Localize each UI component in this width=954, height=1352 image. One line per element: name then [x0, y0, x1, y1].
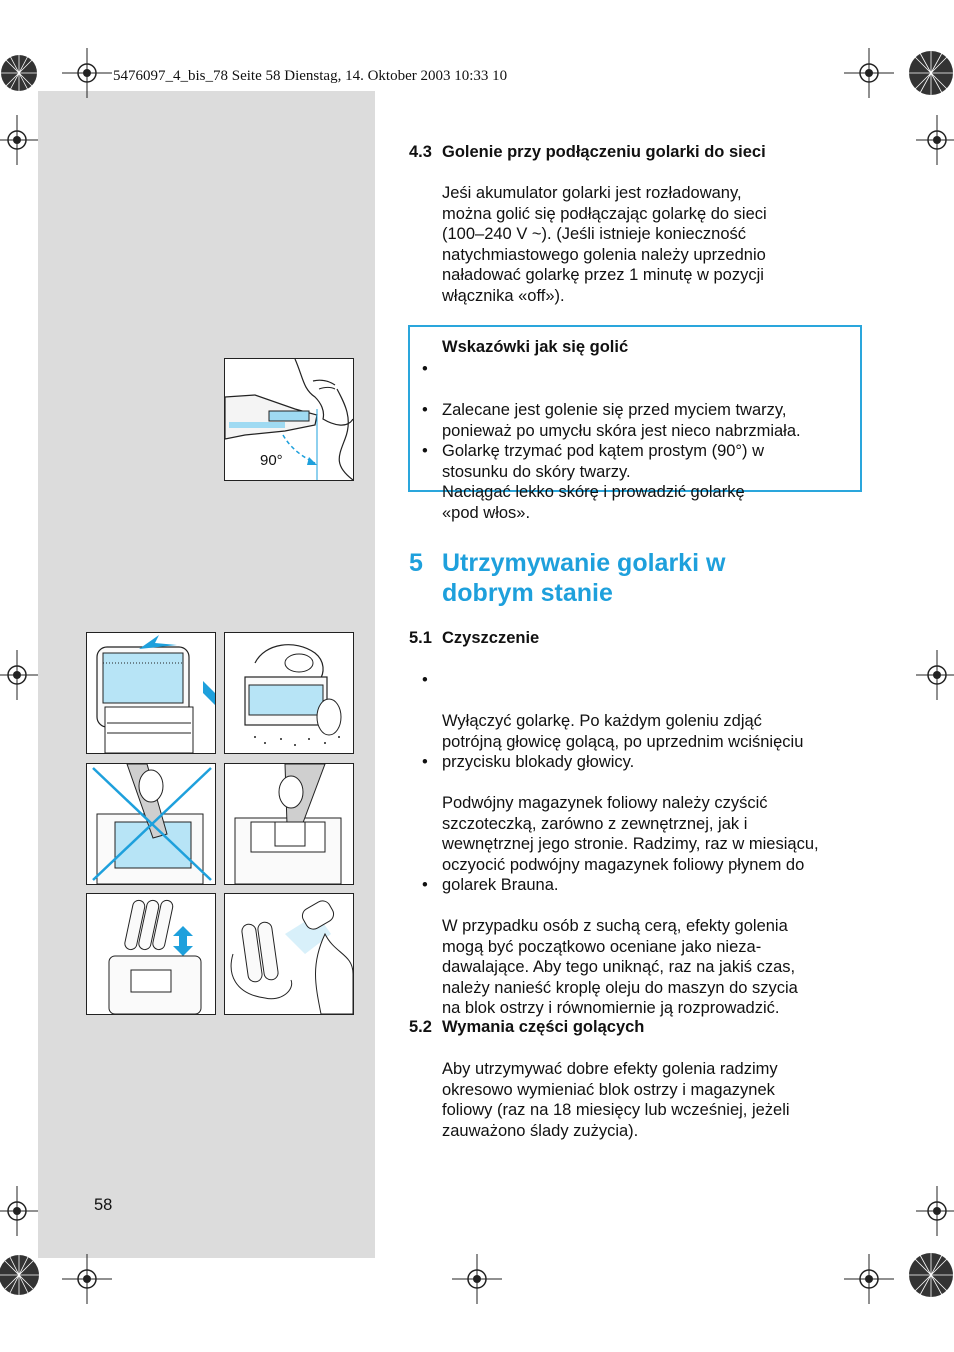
- brush-icon: [225, 764, 353, 884]
- crosshair-icon: [912, 115, 954, 165]
- section-title: Czyszczenie: [442, 629, 540, 647]
- section-number: 5.2: [409, 1018, 432, 1036]
- crosshair-icon: [912, 650, 954, 700]
- shaver-head-icon: [87, 633, 215, 753]
- tip-text: Naciągać lekko skórę i prowadzić golarkę «pod włos».: [442, 483, 745, 522]
- print-header: 5476097_4_bis_78 Seite 58 Dienstag, 14. Oktober 2003 10:33 10: [113, 68, 508, 84]
- section-4-3-heading: [409, 143, 766, 162]
- shaving-angle-illustration: [224, 358, 354, 481]
- crosshair-icon: [844, 1254, 894, 1304]
- bullet: •: [422, 360, 428, 378]
- crosshair-icon: [0, 650, 38, 700]
- registration-mark-icon: [0, 50, 38, 96]
- tip-text: Golarkę trzymać pod kątem prostym (90°) w stosunku do skóry twarzy.: [442, 442, 765, 481]
- registration-mark-icon: [908, 50, 954, 96]
- chapter-5-heading: [409, 548, 869, 610]
- angle-label: 90°: [260, 452, 283, 469]
- oil-application-illustration: [224, 893, 354, 1015]
- page-number: 58: [94, 1196, 113, 1214]
- section-title: Wymania części golących: [442, 1018, 645, 1036]
- crosshair-icon: [844, 48, 894, 98]
- head-removal-illustration: [86, 632, 216, 754]
- bullet: •: [422, 753, 428, 771]
- section-5-2-body: Aby utrzymywać dobre efekty golenia radzimy okresowo wymieniać blok ostrzy i magazynek foliowy (raz na 18 miesięcy lub wcześniej, jeżeli zauważono ślady zużycia).: [442, 1060, 790, 1140]
- tip-text: Zalecane jest golenie się przed myciem twarzy, ponieważ po umycłu skóra jest nieco nabrzmiała.: [442, 401, 801, 440]
- brush-cleaning-illustration: [224, 763, 354, 885]
- chapter-number: 5: [409, 549, 423, 577]
- crosshair-icon: [62, 48, 112, 98]
- cutter-block-icon: [87, 894, 215, 1014]
- crosshair-icon: [62, 1254, 112, 1304]
- section-5-2-heading: [409, 1018, 644, 1037]
- list-item-text: W przypadku osób z suchą cerą, efekty golenia mogą być początkowo oceniane jako nieza- dawalające. Aby tego uniknąć, raz na jakiś czas, należy nanieść kroplę oleju do maszyn do szycia na blok ostrzy i równomiernie ją rozprowadzić.: [442, 917, 798, 1017]
- crosshair-icon: [0, 1186, 38, 1236]
- crosshair-icon: [912, 1186, 954, 1236]
- tips-title: Wskazówki jak się golić: [442, 338, 629, 356]
- wrong-cleaning-illustration: [86, 763, 216, 885]
- section-number: 5.1: [409, 629, 432, 647]
- chapter-title: Utrzymywanie golarki w dobrym stanie: [442, 549, 726, 607]
- brush-crossed-icon: [87, 764, 215, 884]
- bullet: •: [422, 876, 428, 894]
- foil-cutter-illustration: [86, 893, 216, 1015]
- section-title: Golenie przy podłączeniu golarki do sieci: [442, 143, 766, 161]
- head-taken-off-illustration: [224, 632, 354, 754]
- oil-bottle-icon: [225, 894, 353, 1014]
- face-shaver-icon: [225, 359, 353, 480]
- list-item-text: Podwójny magazynek foliowy należy czyścić szczoteczką, zarówno z zewnętrznej, jak i wewnętrznej jego stronie. Radzimy, raz w miesiącu, oczyocić podwójny magazynek foliowy płynem do golarek Brauna.: [442, 794, 819, 894]
- bullet: •: [422, 401, 428, 419]
- tips-box: [408, 325, 862, 522]
- section-5-1-heading: [409, 629, 539, 648]
- hand-head-icon: [225, 633, 353, 753]
- tip-item: [422, 441, 852, 523]
- list-item-text: Wyłączyć golarkę. Po każdym goleniu zdjąć potrójną głowicę golącą, po uprzednim wciśnięciu przycisku blokady głowicy.: [442, 712, 804, 771]
- list-item: [422, 752, 862, 896]
- registration-mark-icon: [0, 1252, 42, 1298]
- section-number: 4.3: [409, 143, 432, 161]
- bullet: •: [422, 671, 428, 689]
- crosshair-icon: [0, 115, 38, 165]
- bullet: •: [422, 442, 428, 460]
- crosshair-icon: [452, 1254, 502, 1304]
- registration-mark-icon: [908, 1252, 954, 1298]
- section-4-3-body: Jeśi akumulator golarki jest rozładowany, można golić się podłączając golarkę do sieci (100–240 V ~). (Jeśli istnieje konieczność natychmiastowego golenia należy uprzednio naładować golarkę przez 1 minutę w pozycji włącznika «off»).: [442, 184, 767, 305]
- list-item: [422, 875, 862, 1019]
